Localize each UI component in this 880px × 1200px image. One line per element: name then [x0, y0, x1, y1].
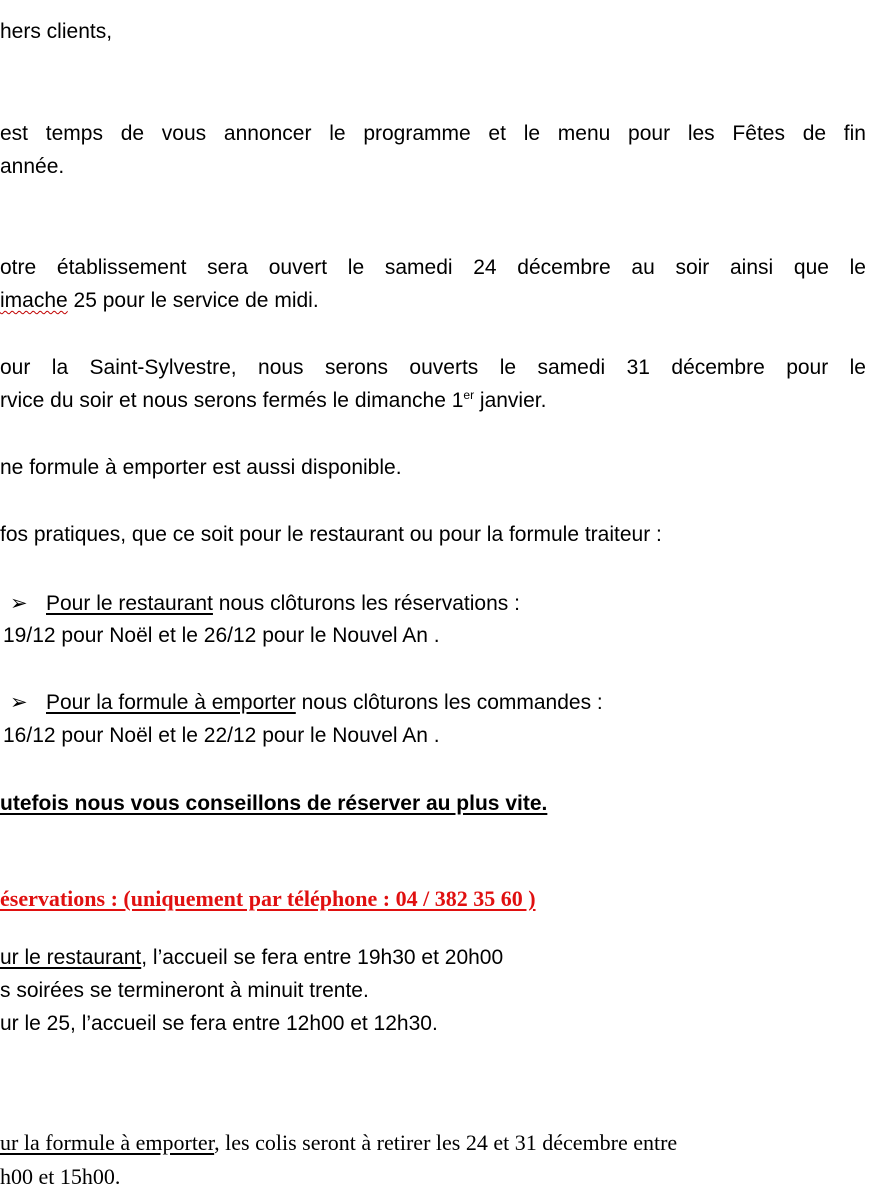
greeting: hers clients,	[0, 20, 113, 43]
restaurant-info-line-1-rest: , l’accueil se fera entre 19h30 et 20h00	[141, 946, 504, 969]
opening-line-1: otre établissement sera ouvert le samedi 24 décembre au soir ainsi que le	[0, 256, 866, 279]
restaurant-label: Pour le restaurant	[46, 592, 213, 615]
restaurant-info-label: ur le restaurant	[0, 946, 142, 969]
takeaway-dates: 16/12 pour Noël et le 22/12 pour le Nouvel An .	[3, 724, 440, 747]
opening-line-2-rest: 25 pour le service de midi.	[67, 289, 319, 312]
reservations-heading: éservations : (uniquement par téléphone : 04 / 382 35 60 )	[0, 886, 536, 911]
takeaway-note: ne formule à emporter est aussi disponible.	[0, 456, 402, 479]
spellcheck-word: imache	[0, 289, 68, 312]
intro-line-1: est temps de vous annoncer le programme et le menu pour les Fêtes de fin	[0, 122, 866, 145]
restaurant-bullet	[10, 588, 520, 620]
restaurant-info-line-3: ur le 25, l’accueil se fera entre 12h00 et 12h30.	[0, 1012, 438, 1035]
restaurant-dates: 19/12 pour Noël et le 26/12 pour le Nouvel An .	[3, 624, 440, 647]
pickup-line-1-rest: , les colis seront à retirer les 24 et 31 décembre entre	[214, 1130, 678, 1155]
advice: utefois nous vous conseillons de réserver au plus vite.	[0, 792, 548, 815]
new-year-line-2-b: janvier.	[474, 389, 547, 412]
practical-info: fos pratiques, que ce soit pour le restaurant ou pour la formule traiteur :	[0, 523, 662, 546]
takeaway-label: Pour la formule à emporter	[46, 691, 296, 714]
takeaway-bullet	[10, 687, 603, 719]
new-year-line-2	[0, 385, 546, 417]
intro-line-2: année.	[0, 155, 65, 178]
pickup-line-1	[0, 1126, 677, 1159]
new-year-line-1: our la Saint-Sylvestre, nous serons ouverts le samedi 31 décembre pour le	[0, 356, 866, 379]
restaurant-text: nous clôturons les réservations :	[212, 592, 520, 615]
pickup-label: ur la formule à emporter	[0, 1130, 215, 1155]
arrow-bullet-icon: ➢	[10, 691, 28, 714]
restaurant-info-line-1	[0, 942, 503, 974]
arrow-bullet-icon: ➢	[10, 592, 28, 615]
superscript-er: er	[463, 388, 475, 402]
restaurant-info-line-2: s soirées se termineront à minuit trente.	[0, 979, 369, 1002]
opening-line-2	[0, 285, 319, 317]
new-year-line-2-a: rvice du soir et nous serons fermés le dimanche 1	[0, 389, 464, 412]
takeaway-text: nous clôturons les commandes :	[295, 691, 603, 714]
pickup-line-2: h00 et 15h00.	[0, 1164, 121, 1189]
